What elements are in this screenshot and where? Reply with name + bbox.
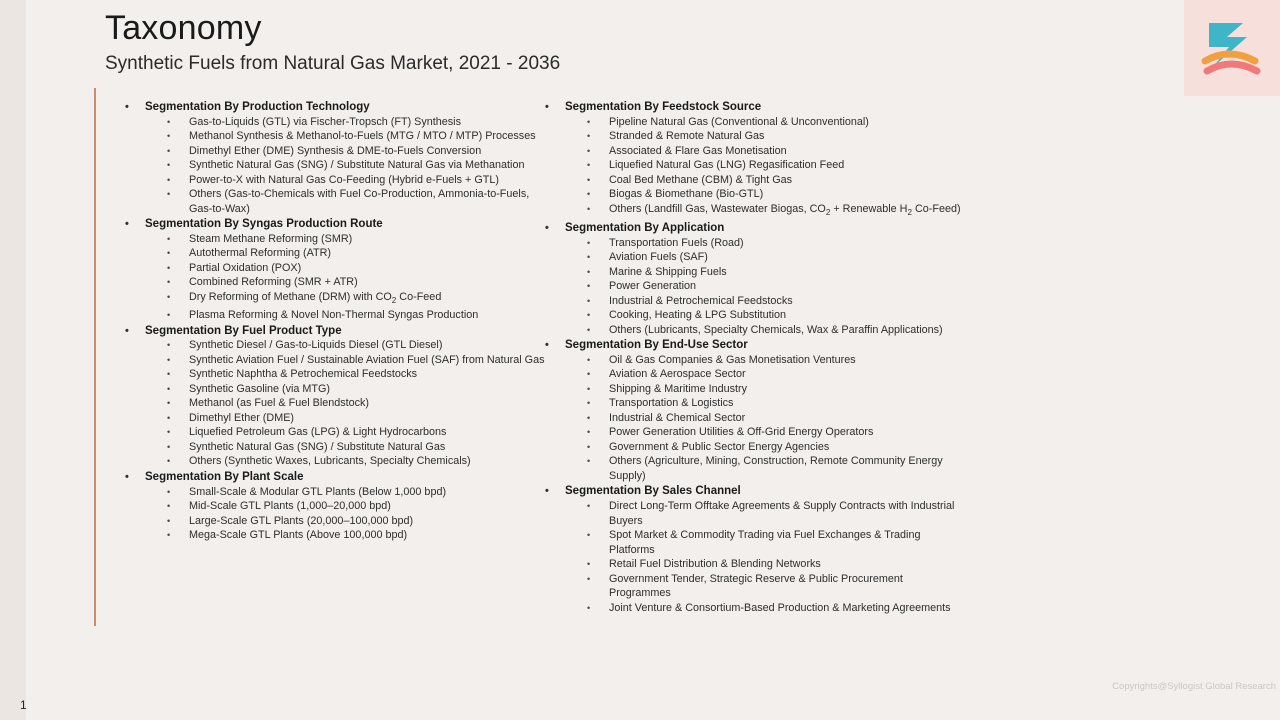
list-item [545, 367, 965, 382]
taxonomy-group-heading [125, 470, 545, 485]
bullet-icon: • [545, 222, 549, 235]
taxonomy-group [545, 338, 965, 483]
taxonomy-group [545, 100, 965, 220]
bullet-icon: • [167, 501, 171, 512]
taxonomy-group-heading-label: Segmentation By End-Use Sector [565, 339, 748, 352]
list-item-label: Methanol (as Fuel & Fuel Blendstock) [189, 397, 370, 410]
taxonomy-columns [125, 99, 1245, 615]
list-item-label: Industrial & Chemical Sector [609, 411, 746, 424]
bullet-icon: • [167, 441, 171, 452]
left-edge-strip [0, 0, 26, 720]
bullet-icon: • [167, 456, 171, 467]
list-item [545, 572, 965, 601]
list-item [545, 499, 965, 528]
list-item [545, 353, 965, 368]
bullet-icon: • [167, 145, 171, 156]
taxonomy-group [125, 217, 545, 323]
bullet-icon: • [587, 559, 591, 570]
list-item-label: Synthetic Naphtha & Petrochemical Feedstocks [189, 368, 418, 381]
list-item-label: Shipping & Maritime Industry [609, 382, 748, 395]
list-item-label: Aviation Fuels (SAF) [609, 251, 708, 264]
header-block [105, 6, 560, 77]
bullet-icon: • [587, 369, 591, 380]
bullet-icon: • [587, 281, 591, 292]
list-item-label: Autothermal Reforming (ATR) [189, 247, 331, 260]
list-item-label: Pipeline Natural Gas (Conventional & Unconventional) [609, 115, 869, 128]
taxonomy-group [125, 100, 545, 216]
bullet-icon: • [587, 310, 591, 321]
list-item-label: Others (Agriculture, Mining, Construction, Remote Community Energy Supply) [609, 455, 943, 482]
taxonomy-column-left [125, 99, 545, 615]
bullet-icon: • [167, 131, 171, 142]
bullet-icon: • [587, 295, 591, 306]
list-item [125, 173, 545, 188]
bullet-icon: • [587, 412, 591, 423]
list-item-label: Spot Market & Commodity Trading via Fuel Exchanges & Trading Platforms [609, 529, 921, 556]
bullet-icon: • [167, 189, 171, 200]
bullet-icon: • [167, 427, 171, 438]
list-item [125, 129, 545, 144]
list-item-label: Government & Public Sector Energy Agencies [609, 440, 830, 453]
bullet-icon: • [587, 354, 591, 365]
list-item-label: Others (Lubricants, Specialty Chemicals, Wax & Paraffin Applications) [609, 323, 943, 336]
list-item-label: Industrial & Petrochemical Feedstocks [609, 294, 793, 307]
taxonomy-group-heading-label: Segmentation By Application [565, 222, 725, 235]
bullet-icon: • [167, 530, 171, 541]
taxonomy-group-heading [545, 221, 965, 236]
list-item [545, 454, 965, 483]
taxonomy-group-heading [125, 100, 545, 115]
list-item-label: Government Tender, Strategic Reserve & Public Procurement Programmes [609, 572, 903, 600]
bullet-icon: • [587, 131, 591, 142]
list-item [545, 279, 965, 294]
list-item-label: Dimethyl Ether (DME) [189, 411, 294, 424]
taxonomy-group [545, 221, 965, 337]
list-item-label: Power Generation Utilities & Off-Grid Energy Operators [609, 426, 874, 439]
bullet-icon: • [125, 324, 129, 337]
list-item [125, 353, 545, 368]
list-item-label: Biogas & Biomethane (Bio-GTL) [609, 188, 764, 201]
list-item [125, 246, 545, 261]
list-item-label: Power-to-X with Natural Gas Co-Feeding (Hybrid e-Fuels + GTL) [189, 173, 499, 186]
taxonomy-group-heading-label: Segmentation By Production Technology [145, 101, 370, 113]
list-item [125, 396, 545, 411]
list-item-label: Synthetic Natural Gas (SNG) / Substitute Natural Gas via Methanation [189, 159, 525, 172]
list-item [125, 308, 545, 323]
list-item-label: Small-Scale & Modular GTL Plants (Below 1,000 bpd) [189, 485, 447, 498]
bullet-icon: • [167, 515, 171, 526]
list-item [125, 158, 545, 173]
bullet-icon: • [545, 101, 549, 113]
list-item [545, 411, 965, 426]
list-item [545, 382, 965, 397]
list-item-label: Mid-Scale GTL Plants (1,000–20,000 bpd) [189, 500, 391, 513]
bullet-icon: • [167, 369, 171, 380]
list-item-label: Coal Bed Methane (CBM) & Tight Gas [609, 173, 793, 186]
bullet-icon: • [167, 310, 171, 321]
list-item-label: Steam Methane Reforming (SMR) [189, 232, 353, 245]
bullet-icon: • [587, 160, 591, 171]
list-item [545, 396, 965, 411]
page-title: Taxonomy [105, 9, 262, 47]
list-item [125, 485, 545, 500]
taxonomy-group-heading-label: Segmentation By Sales Channel [565, 485, 741, 498]
taxonomy-group-heading [125, 324, 545, 339]
page-number: 1 [20, 698, 27, 712]
bullet-icon: • [587, 456, 591, 467]
list-item-label: Dimethyl Ether (DME) Synthesis & DME-to-Fuels Conversion [189, 144, 482, 157]
bullet-icon: • [587, 237, 591, 248]
taxonomy-group [125, 470, 545, 543]
page-subtitle: Synthetic Fuels from Natural Gas Market, 2021 - 2036 [105, 53, 561, 74]
list-item-label: Synthetic Gasoline (via MTG) [189, 382, 331, 395]
list-item-label: Synthetic Diesel / Gas-to-Liquids Diesel (GTL Diesel) [189, 339, 443, 352]
list-item-label: Transportation Fuels (Road) [609, 236, 744, 249]
company-logo [1184, 0, 1280, 96]
list-item [125, 382, 545, 397]
list-item-label: Marine & Shipping Fuels [609, 265, 727, 278]
bullet-icon: • [587, 441, 591, 452]
list-item [125, 499, 545, 514]
list-item [545, 323, 965, 338]
bullet-icon: • [167, 174, 171, 185]
taxonomy-group [125, 324, 545, 469]
list-item-label: Transportation & Logistics [609, 397, 734, 410]
list-item [545, 440, 965, 455]
bullet-icon: • [587, 501, 591, 512]
list-item-label: Others (Gas-to-Chemicals with Fuel Co-Production, Ammonia-to-Fuels, Gas-to-Wax) [189, 188, 530, 215]
bullet-icon: • [587, 189, 591, 200]
bullet-icon: • [167, 233, 171, 244]
list-item [125, 425, 545, 440]
list-item [125, 411, 545, 426]
list-item [545, 308, 965, 323]
taxonomy-group-heading-label: Segmentation By Syngas Production Route [145, 218, 383, 231]
bullet-icon: • [587, 174, 591, 185]
bullet-icon: • [545, 339, 549, 352]
bullet-icon: • [167, 486, 171, 497]
bullet-icon: • [545, 485, 549, 498]
list-item [125, 115, 545, 130]
list-item [125, 440, 545, 455]
list-item-label: Gas-to-Liquids (GTL) via Fischer-Tropsch (FT) Synthesis [189, 115, 461, 128]
bullet-icon: • [587, 602, 591, 613]
bullet-icon: • [125, 218, 129, 231]
list-item [125, 232, 545, 247]
bullet-icon: • [587, 383, 591, 394]
bullet-icon: • [167, 412, 171, 423]
list-item-label: Methanol Synthesis & Methanol-to-Fuels (MTG / MTO / MTP) Processes [189, 130, 536, 143]
taxonomy-group-heading [545, 484, 965, 499]
taxonomy-group [545, 484, 965, 615]
list-item-label: Synthetic Natural Gas (SNG) / Substitute Natural Gas [189, 440, 446, 453]
list-item-label: Aviation & Aerospace Sector [609, 368, 746, 381]
bullet-icon: • [167, 383, 171, 394]
list-item [545, 173, 965, 188]
taxonomy-group-heading-label: Segmentation By Plant Scale [145, 470, 304, 483]
list-item-label: Joint Venture & Consortium-Based Production & Marketing Agreements [609, 601, 951, 614]
list-item-label: Combined Reforming (SMR + ATR) [189, 276, 358, 289]
bullet-icon: • [587, 252, 591, 263]
bullet-icon: • [587, 116, 591, 127]
bullet-icon: • [167, 354, 171, 365]
bullet-icon: • [587, 398, 591, 409]
list-item [545, 528, 965, 557]
bullet-icon: • [587, 266, 591, 277]
list-item-label: Dry Reforming of Methane (DRM) with $CO_2$ Co-Feed [189, 290, 442, 305]
list-item [125, 144, 545, 159]
list-item-label: Liquefied Natural Gas (LNG) Regasification Feed [609, 159, 845, 172]
list-item-label: Others (Synthetic Waxes, Lubricants, Specialty Chemicals) [189, 455, 471, 468]
bullet-icon: • [125, 470, 129, 483]
list-item [545, 236, 965, 251]
copyright-notice: Copyrights@Syllogist Global Research [1112, 681, 1276, 692]
list-item-label: Retail Fuel Distribution & Blending Networks [609, 558, 821, 571]
list-item [125, 187, 545, 216]
list-item-label: Synthetic Aviation Fuel / Sustainable Aviation Fuel (SAF) from Natural Gas [189, 353, 545, 366]
list-item [125, 261, 545, 276]
bullet-icon: • [167, 340, 171, 351]
list-item [545, 265, 965, 280]
taxonomy-group-heading [545, 338, 965, 353]
taxonomy-group-heading [545, 100, 965, 115]
bullet-icon: • [587, 145, 591, 156]
list-item-label: Stranded & Remote Natural Gas [609, 130, 765, 143]
bullet-icon: • [167, 398, 171, 409]
list-item-label: Associated & Flare Gas Monetisation [609, 144, 787, 157]
taxonomy-group-heading [125, 217, 545, 232]
taxonomy-group-heading-label: Segmentation By Feedstock Source [565, 101, 762, 113]
bullet-icon: • [125, 101, 129, 113]
list-item-label: Cooking, Heating & LPG Substitution [609, 309, 787, 322]
list-item-label: Large-Scale GTL Plants (20,000–100,000 bpd) [189, 514, 414, 527]
accent-vertical-rule [94, 88, 96, 626]
taxonomy-column-right [545, 99, 965, 615]
list-item [545, 202, 965, 221]
list-item [545, 158, 965, 173]
bullet-icon: • [587, 530, 591, 541]
list-item [125, 275, 545, 290]
list-item-label: Oil & Gas Companies & Gas Monetisation Ventures [609, 353, 856, 366]
list-item-label: Partial Oxidation (POX) [189, 261, 302, 274]
list-item [545, 425, 965, 440]
bullet-icon: • [587, 573, 591, 584]
list-item [545, 115, 965, 130]
list-item-label: Direct Long-Term Offtake Agreements & Supply Contracts with Industrial Buyers [609, 500, 955, 527]
list-item [545, 187, 965, 202]
list-item-label: Power Generation [609, 280, 697, 293]
list-item-label: Others (Landfill Gas, Wastewater Biogas, $CO_2$ + Renewable $H_2$ Co-Feed) [609, 202, 961, 217]
logo-mark-icon [1199, 17, 1265, 79]
list-item [545, 294, 965, 309]
list-item [125, 528, 545, 543]
bullet-icon: • [167, 262, 171, 273]
bullet-icon: • [587, 203, 591, 214]
list-item-label: Mega-Scale GTL Plants (Above 100,000 bpd) [189, 529, 408, 542]
list-item [125, 454, 545, 469]
bullet-icon: • [167, 248, 171, 259]
taxonomy-group-heading-label: Segmentation By Fuel Product Type [145, 324, 342, 337]
bullet-icon: • [167, 160, 171, 171]
list-item [125, 338, 545, 353]
list-item [125, 514, 545, 529]
bullet-icon: • [167, 277, 171, 288]
bullet-icon: • [167, 116, 171, 127]
list-item [125, 290, 545, 309]
bullet-icon: • [587, 427, 591, 438]
list-item [125, 367, 545, 382]
list-item [545, 144, 965, 159]
list-item [545, 557, 965, 572]
bullet-icon: • [587, 324, 591, 335]
list-item [545, 601, 965, 616]
list-item [545, 250, 965, 265]
bullet-icon: • [167, 291, 171, 302]
list-item [545, 129, 965, 144]
list-item-label: Liquefied Petroleum Gas (LPG) & Light Hydrocarbons [189, 426, 447, 439]
list-item-label: Plasma Reforming & Novel Non-Thermal Syngas Production [189, 309, 479, 322]
